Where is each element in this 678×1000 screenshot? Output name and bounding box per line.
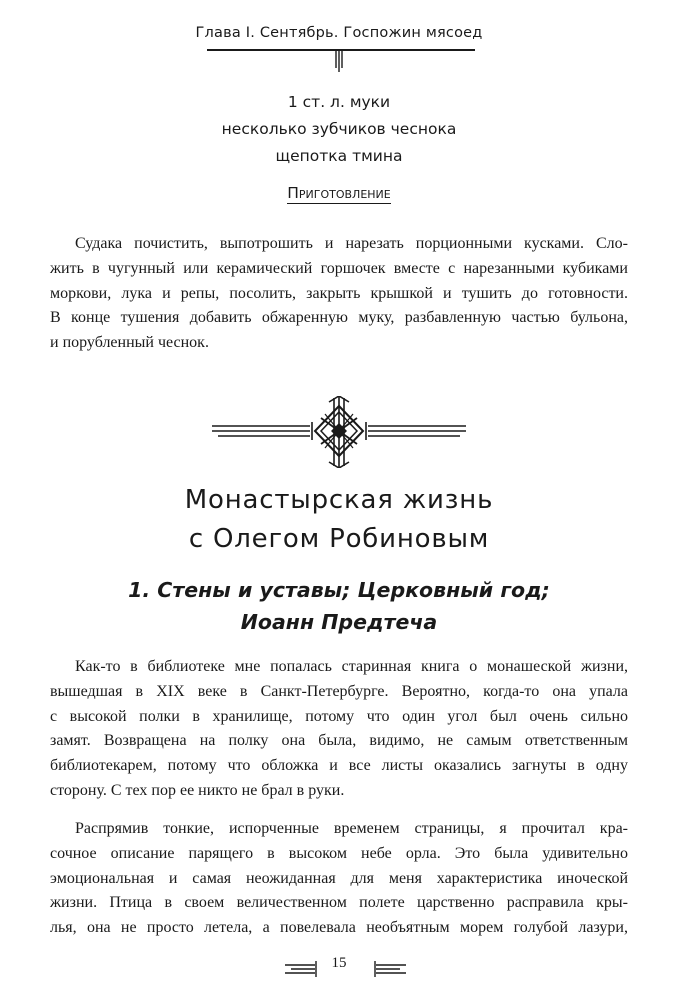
paragraph-line: замят. Возвращена на полку она была, видимо, не самым ответственным [50, 732, 628, 750]
ornament-divider-icon [212, 396, 466, 468]
body-paragraph [50, 817, 628, 941]
paragraph-line: библиотекарем, потому что обложка и все листы оказались загнуты в одну [50, 757, 628, 775]
paragraph-line: жизни. Птица в своем величественном полете царственно расправила кры- [50, 894, 628, 912]
page-number: 15 [331, 955, 347, 971]
ingredient-item: несколько зубчиков чеснока [221, 120, 457, 138]
footer-right-ornament-icon [370, 960, 406, 978]
chapter-title-line: Монастырская жизнь [184, 485, 494, 515]
paragraph-line: с высокой полки в хранилище, потому что один угол был очень сильно [50, 707, 628, 725]
paragraph-line: моркови, лука и репы, посолить, закрыть крышкой и тушить до готовности. [50, 284, 628, 302]
section-subtitle [0, 574, 678, 638]
preparation-heading-text: Приготовление [287, 184, 391, 202]
paragraph-line: сочное описание парящего в высоком небе орла. Это была удивительно [50, 844, 628, 862]
chapter-title [0, 481, 678, 559]
header-ornament-icon [330, 50, 348, 72]
ingredients-list [0, 89, 678, 170]
preparation-paragraph [50, 232, 628, 356]
paragraph-line: сторону. С тех пор ее никто не брал в руки. [50, 781, 345, 799]
paragraph-line: Распрямив тонкие, испорченные временем страницы, я прочитал кра- [75, 820, 628, 837]
ingredient-item: 1 ст. л. муки [287, 93, 391, 111]
chapter-title-line: с Олегом Робиновым [188, 524, 490, 554]
paragraph-line: лья, она не просто летела, а повелевала необъятным морем голубой лазури, [50, 919, 628, 937]
paragraph-line: вышедшая в XIX веке в Санкт-Петербурге. Вероятно, когда-то она упала [50, 682, 628, 700]
ingredient-item: щепотка тмина [275, 147, 403, 165]
paragraph-line: Судака почистить, выпотрошить и нарезать порционными кусками. Сло- [75, 235, 628, 252]
running-header [0, 22, 678, 47]
running-header-text: Глава I. Сентябрь. Госпожин мясоед [195, 25, 483, 41]
section-subtitle-line: 1. Стены и уставы; Церковный год; [128, 578, 550, 602]
paragraph-line: Как-то в библиотеке мне попалась старинная книга о монашеской жизни, [75, 658, 628, 675]
paragraph-line: В конце тушения добавить обжаренную муку, разбавленную частью бульона, [50, 309, 628, 327]
paragraph-line: эмоциональная и самая неожиданная для меня характеристика иноческой [50, 869, 628, 887]
preparation-heading [0, 184, 678, 202]
paragraph-line: жить в чугунный или керамический горшочек вместе с нарезанными кубиками [50, 259, 628, 277]
body-paragraph [50, 655, 628, 804]
paragraph-line: и порубленный чеснок. [50, 334, 209, 352]
section-subtitle-line: Иоанн Предтеча [240, 610, 438, 634]
